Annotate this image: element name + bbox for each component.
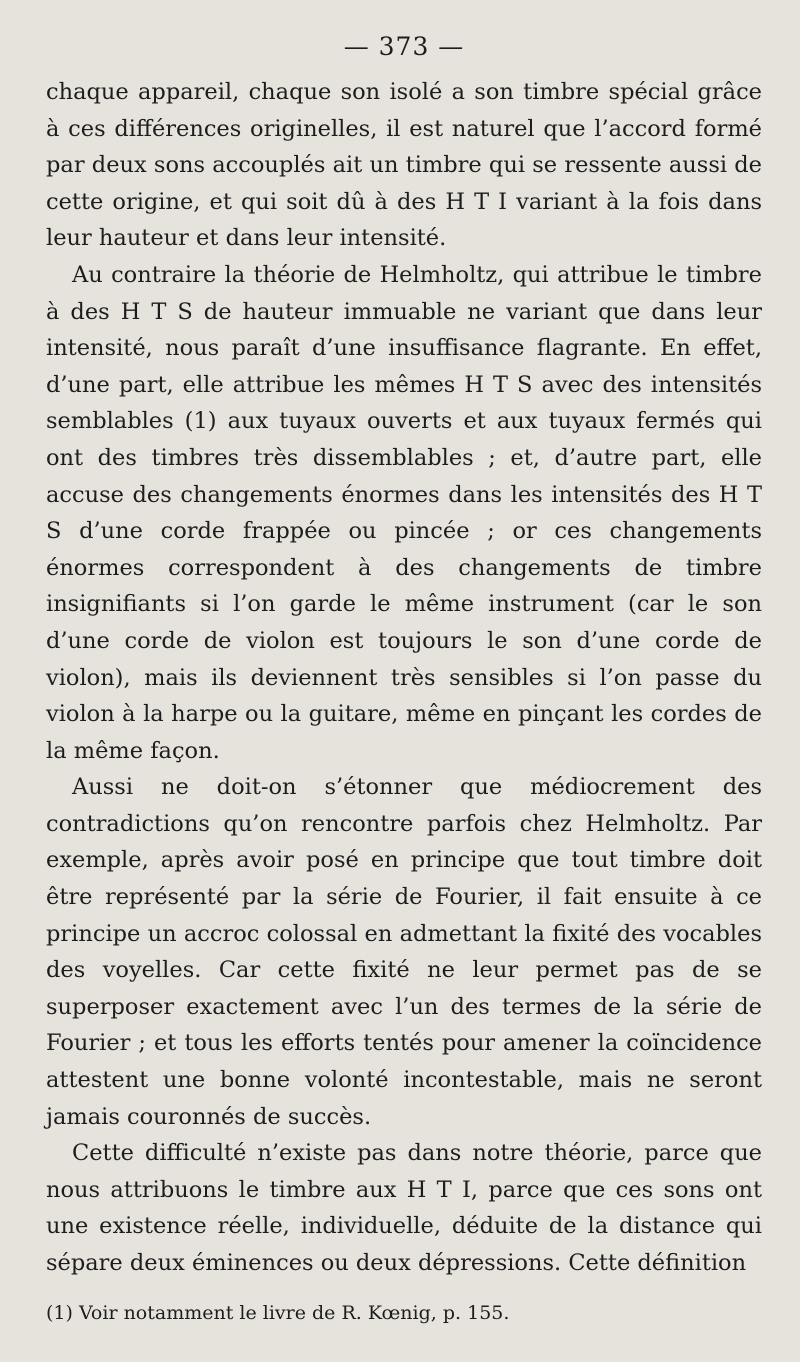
paragraph-1: chaque appareil, chaque son isolé a son timbre spécial grâce à ces différences originelles, il est naturel que l’accord formé par deux sons accouplés ait un timbre qui se ressente aussi de cette origine, et qui soit dû à des H T I variant à la fois dans leur hauteur et dans leur intensité. xyxy=(46,79,762,252)
body-text xyxy=(46,74,762,1282)
footnote: (1) Voir notamment le livre de R. Kœnig, p. 155. xyxy=(46,1302,510,1324)
paragraph-3: Aussi ne doit-on s’étonner que médiocrement des contradictions qu’on rencontre parfois chez Helmholtz. Par exemple, après avoir posé en principe que tout timbre doit être représenté par la série de Fourier, il fait ensuite à ce principe un accroc colossal en admettant la fixité des vocables des voyelles. Car cette fixité ne leur permet pas de se superposer exactement avec l’un des termes de la série de Fourier ; et tous les efforts tentés pour amener la coïncidence attestent une bonne volonté incontestable, mais ne seront jamais couronnés de succès. xyxy=(46,774,762,1130)
paragraph-2: Au contraire la théorie de Helmholtz, qui attribue le timbre à des H T S de hauteur immuable ne variant que dans leur intensité, nous paraît d’une insuffisance flagrante. En effet, d’une part, elle attribue les mêmes H T S avec des intensités semblables (1) aux tuyaux ouverts et aux tuyaux fermés qui ont des timbres très dissemblables ; et, d’autre part, elle accuse des changements énormes dans les intensités des H T S d’une corde frappée ou pincée ; or ces changements énormes correspondent à des changements de timbre insignifiants si l’on garde le même instrument (car le son d’une corde de violon est toujours le son d’une corde de violon), mais ils deviennent très sensibles si l’on passe du violon à la harpe ou la guitare, même en pinçant les cordes de la même façon. xyxy=(46,261,762,764)
page-number: — 373 — xyxy=(343,32,465,61)
paragraph-4: Cette difficulté n’existe pas dans notre théorie, parce que nous attribuons le timbre aux H T I, parce que ces sons ont une existence réelle, individuelle, déduite de la distance qui sépare deux éminences ou deux dépressions. Cette définition xyxy=(46,1140,762,1276)
